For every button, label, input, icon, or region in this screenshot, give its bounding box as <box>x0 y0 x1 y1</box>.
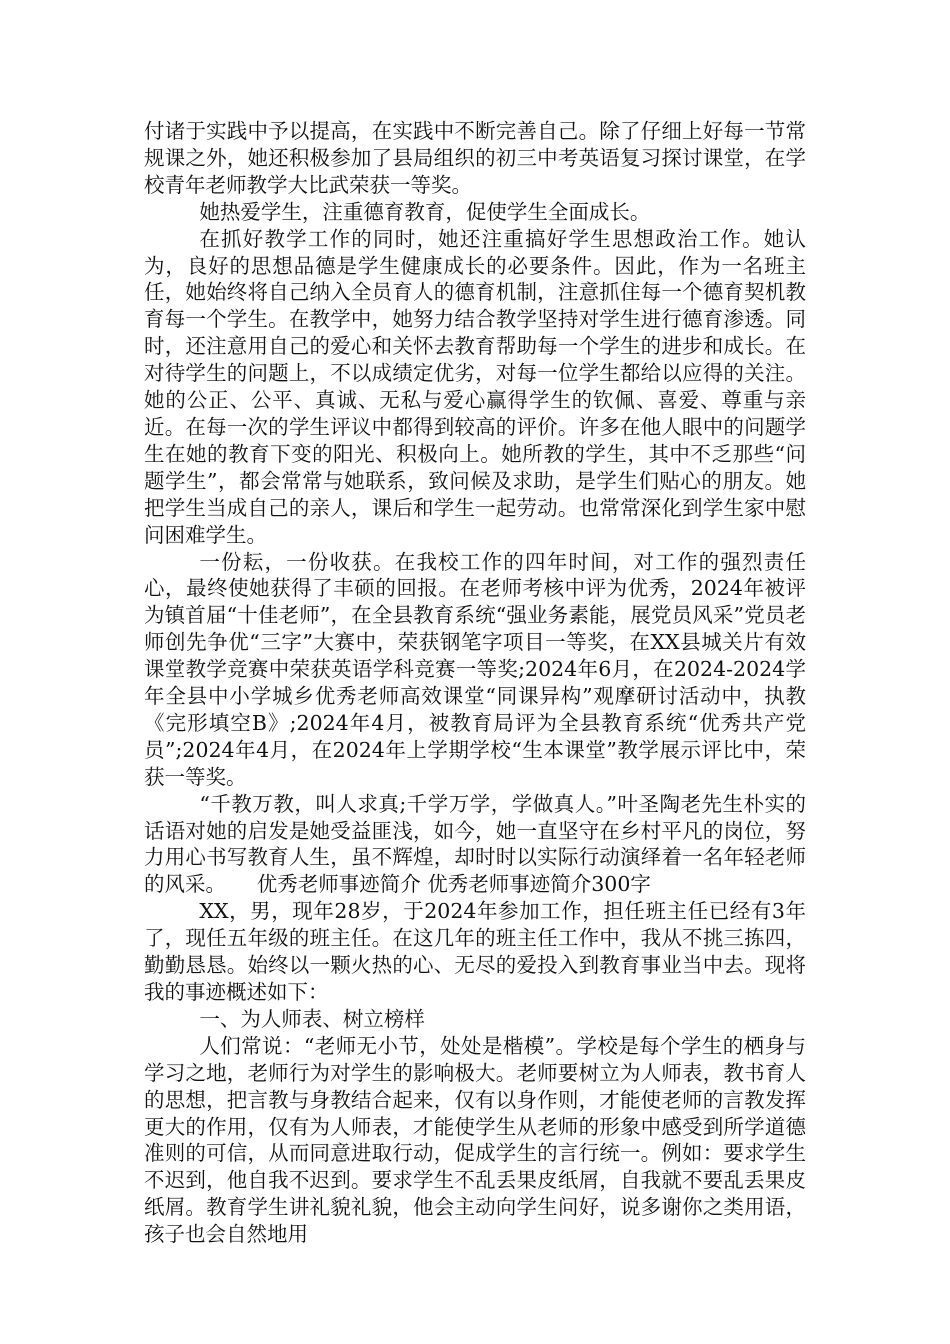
paragraph-moral-education-heading: 她热爱学生，注重德育教育，促使学生全面成长。 <box>199 199 651 224</box>
paragraph-section-heading-role-model: 一、为人师表、树立榜样 <box>199 1006 425 1031</box>
document-page <box>144 118 806 1248</box>
paragraph-moral-education-detail: 在抓好教学工作的同时，她还注重搞好学生思想政治工作。她认为，良好的思想品德是学生健康成长的必要条件。因此，作为一名班主任，她始终将自己纳入全员育人的德育机制，注意抓住每一个德育契机教育每一个学生。在教学中，她努力结合教学坚持对学生进行德育渗透。同时，还注意用自己的爱心和关怀去教育帮助每一个学生的进步和成长。在对待学生的问题上，不以成绩定优劣，对每一位学生都给以应得的关注。她的公正、公平、真诚、无私与爱心赢得学生的钦佩、喜爱、尊重与亲近。在每一次的学生评议中都得到较高的评价。许多在他人眼中的问题学生在她的教育下变的阳光、积极向上。她所教的学生，其中不乏那些“问题学生”，都会常常与她联系，致问候及求助，是学生们贴心的朋友。她把学生当成自己的亲人，课后和学生一起劳动。也常常深化到学生家中慰问困难学生。 <box>144 226 806 547</box>
paragraph-awards: 一份耘，一份收获。在我校工作的四年时间，对工作的强烈责任心，最终使她获得了丰硕的回报。在老师考核中评为优秀，2024年被评为镇首届“十佳老师”，在全县教育系统“强业务素能，展党员风采”党员老师创先争优“三字”大赛中，荣获钢笔字项目一等奖，在XX县城关片有效课堂教学竞赛中荣获英语学科竞赛一等奖;2024年6月，在2024-2024学年全县中小学城乡优秀老师高效课堂“同课异构”观摩研讨活动中，执教《完形填空B》;2024年4月，被教育局评为全县教育系统“优秀共产党员”;2024年4月，在2024年上学期学校“生本课堂”教学展示评比中，荣获一等奖。 <box>144 549 806 789</box>
paragraph-role-model-detail: 人们常说：“老师无小节，处处是楷模”。学校是每个学生的栖身与学习之地，老师行为对学生的影响极大。老师要树立为人师表，教书育人的思想，把言教与身教结合起来，仅有以身作则，才能使老师的言教发挥更大的作用，仅有为人师表，才能使学生从老师的形象中感受到所学道德准则的可信，从而同意进取行动，促成学生的言行统一。例如：要求学生不迟到，他自我不迟到。要求学生不乱丢果皮纸屑，自我就不要乱丢果皮纸屑。教育学生讲礼貌礼貌，他会主动向学生问好，说多谢你之类用语，孩子也会自然地用 <box>144 1033 806 1247</box>
paragraph-quote-and-title: “千教万教，叫人求真;千学万学，学做真人。”叶圣陶老先生朴实的话语对她的启发是她受益匪浅，如今，她一直坚守在乡村平凡的岗位，努力用心书写教育人生，虽不辉煌，却时时以实际行动演绎着一名年轻老师的风采。 优秀老师事迹简介 优秀老师事迹简介300字 <box>144 791 806 897</box>
paragraph-teacher-intro: XX，男，现年28岁，于2024年参加工作，担任班主任已经有3年了，现任五年级的班主任。在这几年的班主任工作中，我从不挑三拣四，勤勤恳恳。始终以一颗火热的心、无尽的爱投入到教育事业当中去。现将我的事迹概述如下： <box>144 899 806 1004</box>
paragraph-practice-improvement: 付诸于实践中予以提高，在实践中不断完善自己。除了仔细上好每一节常规课之外，她还积极参加了县局组织的初三中考英语复习探讨课堂，在学校青年老师教学大比武荣获一等奖。 <box>144 119 806 197</box>
